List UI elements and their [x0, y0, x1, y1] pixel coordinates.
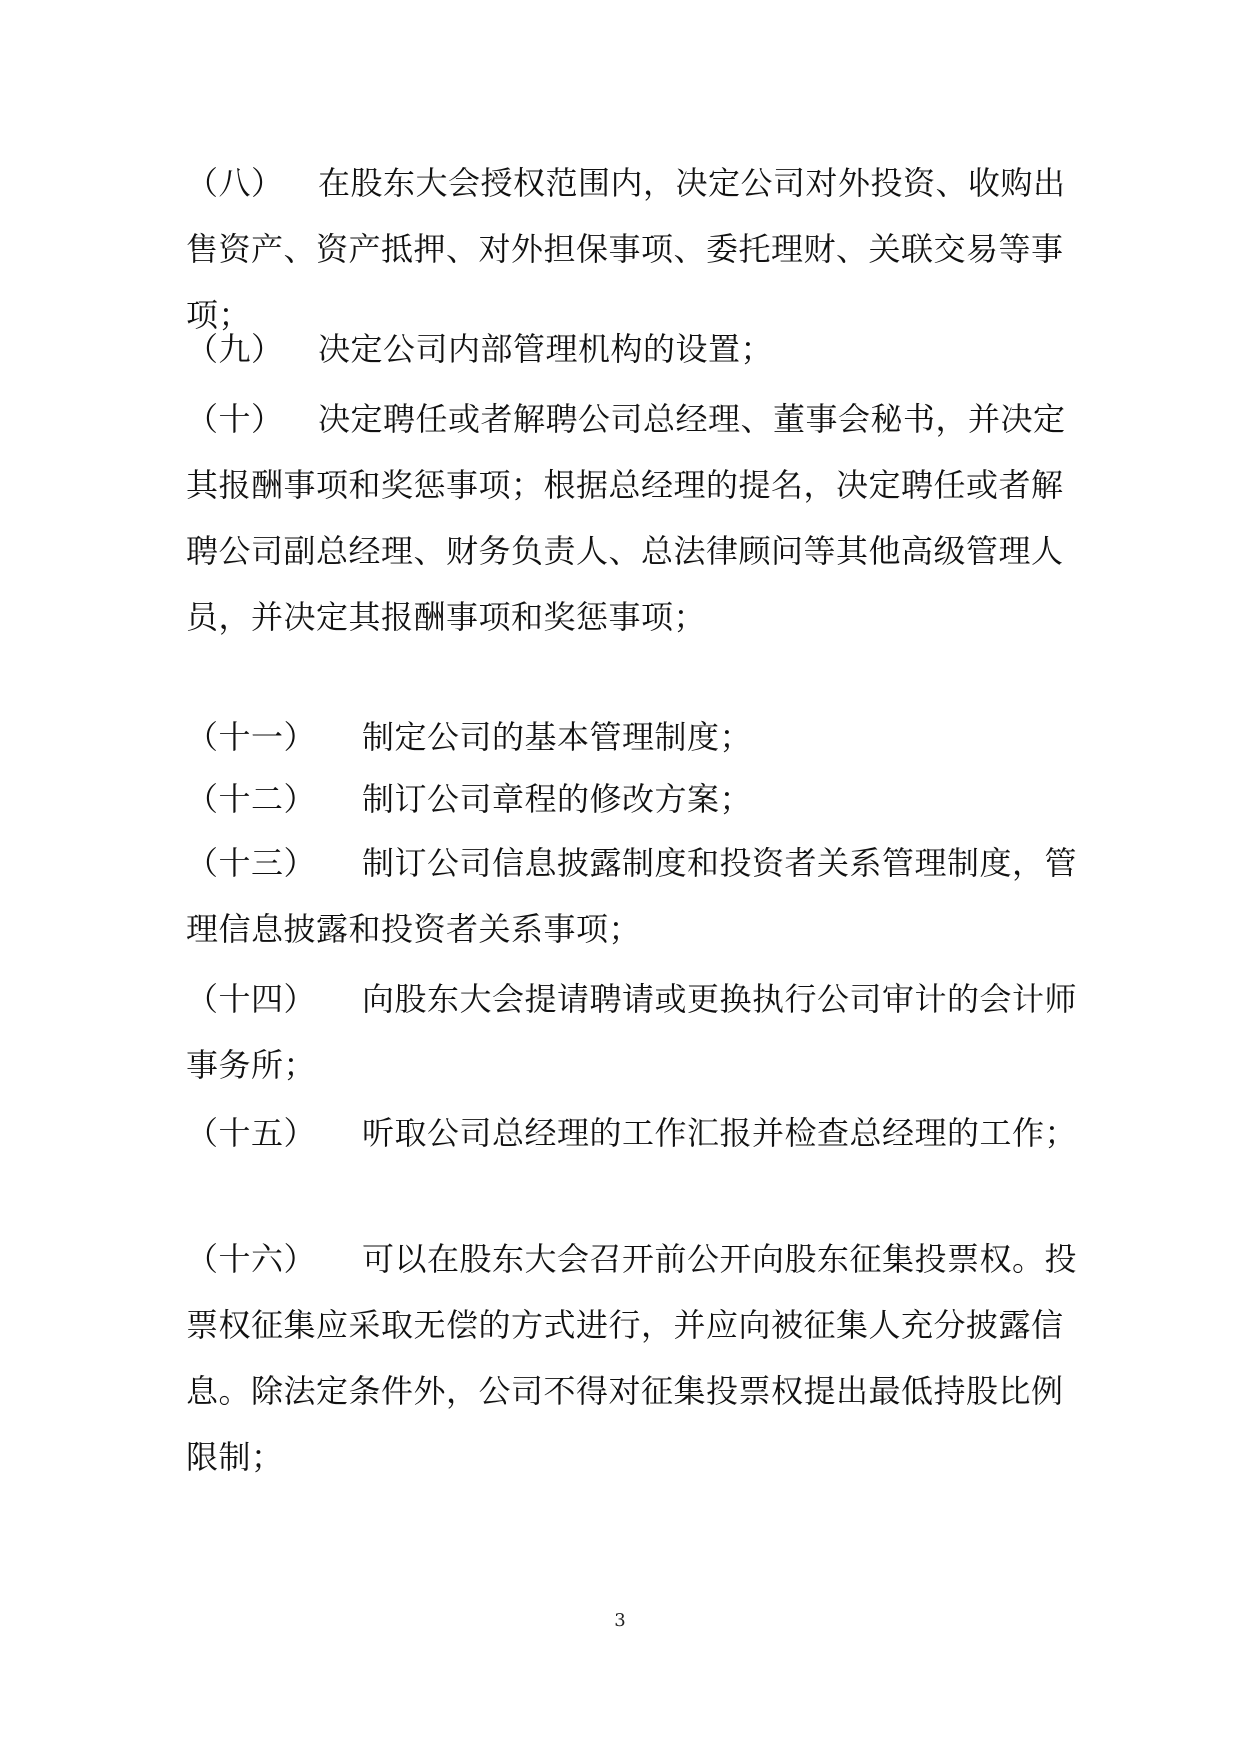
clause-14	[186, 966, 1086, 1098]
clause-13	[186, 830, 1086, 962]
clause-9	[186, 316, 1086, 382]
clause-15	[186, 1100, 1086, 1166]
clause-text: 听取公司总经理的工作汇报并检查总经理的工作；	[362, 1114, 1078, 1152]
clause-number: （十五）	[186, 1114, 317, 1152]
clause-number: （九）	[186, 330, 284, 368]
clause-text: 制定公司的基本管理制度；	[362, 718, 753, 756]
clause-number: （十一）	[186, 718, 317, 756]
clause-text: 制订公司信息披露制度和投资者关系管理制度，管理信息披露和投资者关系事项；	[186, 844, 1078, 948]
clause-number: （十三）	[186, 844, 317, 882]
clause-text: 向股东大会提请聘请或更换执行公司审计的会计师事务所；	[186, 980, 1078, 1084]
clause-number: （十）	[186, 400, 284, 438]
clause-10	[186, 386, 1086, 650]
clause-12	[186, 766, 1086, 832]
clause-text: 决定公司内部管理机构的设置；	[318, 330, 774, 368]
clause-11	[186, 704, 1086, 770]
clause-text: 可以在股东大会召开前公开向股东征集投票权。投票权征集应采取无偿的方式进行，并应向被征集人充分披露信息。除法定条件外，公司不得对征集投票权提出最低持股比例限制；	[186, 1240, 1078, 1476]
clause-text: 决定聘任或者解聘公司总经理、董事会秘书，并决定其报酬事项和奖惩事项；根据总经理的提名，决定聘任或者解聘公司副总经理、财务负责人、总法律顾问等其他高级管理人员，并决定其报酬事项和奖惩事项；	[186, 400, 1066, 636]
clause-text: 制订公司章程的修改方案；	[362, 780, 753, 818]
clause-number: （十六）	[186, 1240, 317, 1278]
clause-number: （八）	[186, 164, 284, 202]
clause-number: （十二）	[186, 780, 317, 818]
clause-text: 在股东大会授权范围内，决定公司对外投资、收购出售资产、资产抵押、对外担保事项、委托理财、关联交易等事项；	[186, 164, 1066, 334]
clause-number: （十四）	[186, 980, 317, 1018]
page-number: 3	[614, 1610, 626, 1631]
clause-16	[186, 1226, 1086, 1490]
